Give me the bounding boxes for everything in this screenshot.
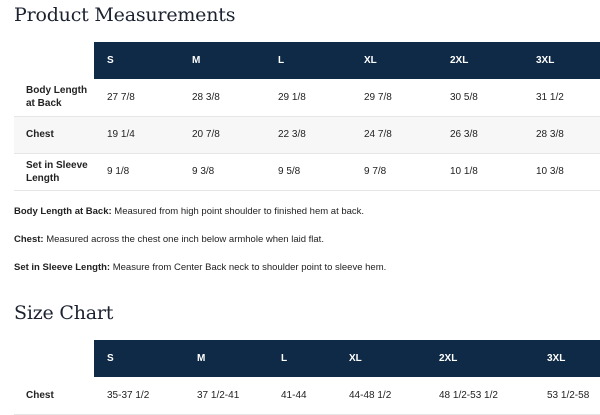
size-range-cell: 41-44 <box>268 377 336 414</box>
note-sleeve-length <box>14 262 386 273</box>
size-header: XL <box>351 42 437 79</box>
measurement-cell: 30 5/8 <box>437 79 523 116</box>
header-corner-cell <box>14 340 94 377</box>
measurement-cell: 29 7/8 <box>351 79 437 116</box>
size-header: XL <box>336 340 426 377</box>
measurement-cell: 9 3/8 <box>179 153 265 190</box>
measurement-cell: 10 1/8 <box>437 153 523 190</box>
measurement-cell: 27 7/8 <box>94 79 179 116</box>
size-chart-header-row <box>14 340 600 377</box>
note-term: Set in Sleeve Length: <box>14 262 111 273</box>
size-range-cell: 53 1/2-58 <box>534 377 600 414</box>
measurement-cell: 10 3/8 <box>523 153 600 190</box>
row-label: Set in Sleeve Length <box>14 153 94 190</box>
measurement-cell: 28 3/8 <box>179 79 265 116</box>
size-header: M <box>179 42 265 79</box>
row-label: Body Length at Back <box>14 79 94 116</box>
size-chart-title: Size Chart <box>14 302 114 324</box>
measurements-table <box>14 42 600 191</box>
table-row <box>14 153 600 190</box>
header-corner-cell <box>14 42 94 79</box>
size-header: 2XL <box>426 340 534 377</box>
table-row <box>14 377 600 414</box>
measurement-cell: 28 3/8 <box>523 116 600 153</box>
row-label: Chest <box>14 116 94 153</box>
table-row <box>14 116 600 153</box>
note-body-length <box>14 206 364 217</box>
size-header: L <box>268 340 336 377</box>
note-term: Body Length at Back: <box>14 206 112 217</box>
size-header: L <box>265 42 351 79</box>
measurement-cell: 20 7/8 <box>179 116 265 153</box>
row-label: Chest <box>14 377 94 414</box>
size-range-cell: 35-37 1/2 <box>94 377 184 414</box>
size-header: 3XL <box>534 340 600 377</box>
size-header: 2XL <box>437 42 523 79</box>
measurement-cell: 9 5/8 <box>265 153 351 190</box>
size-header: M <box>184 340 268 377</box>
note-term: Chest: <box>14 234 44 245</box>
size-header: S <box>94 340 184 377</box>
measurement-cell: 22 3/8 <box>265 116 351 153</box>
measurement-cell: 9 7/8 <box>351 153 437 190</box>
measurement-cell: 24 7/8 <box>351 116 437 153</box>
note-text: Measure from Center Back neck to shoulder point to sleeve hem. <box>110 262 387 273</box>
measurement-cell: 19 1/4 <box>94 116 179 153</box>
size-range-cell: 37 1/2-41 <box>184 377 268 414</box>
size-header: 3XL <box>523 42 600 79</box>
measurements-header-row <box>14 42 600 79</box>
measurement-cell: 9 1/8 <box>94 153 179 190</box>
note-chest <box>14 234 324 245</box>
note-text: Measured across the chest one inch below armhole when laid flat. <box>43 234 324 245</box>
size-header: S <box>94 42 179 79</box>
table-row <box>14 79 600 116</box>
measurement-cell: 29 1/8 <box>265 79 351 116</box>
size-range-cell: 44-48 1/2 <box>336 377 426 414</box>
size-range-cell: 48 1/2-53 1/2 <box>426 377 534 414</box>
note-text: Measured from high point shoulder to finished hem at back. <box>111 206 365 217</box>
product-measurements-title: Product Measurements <box>14 4 236 26</box>
measurement-cell: 31 1/2 <box>523 79 600 116</box>
measurement-cell: 26 3/8 <box>437 116 523 153</box>
size-chart-table <box>14 340 600 415</box>
